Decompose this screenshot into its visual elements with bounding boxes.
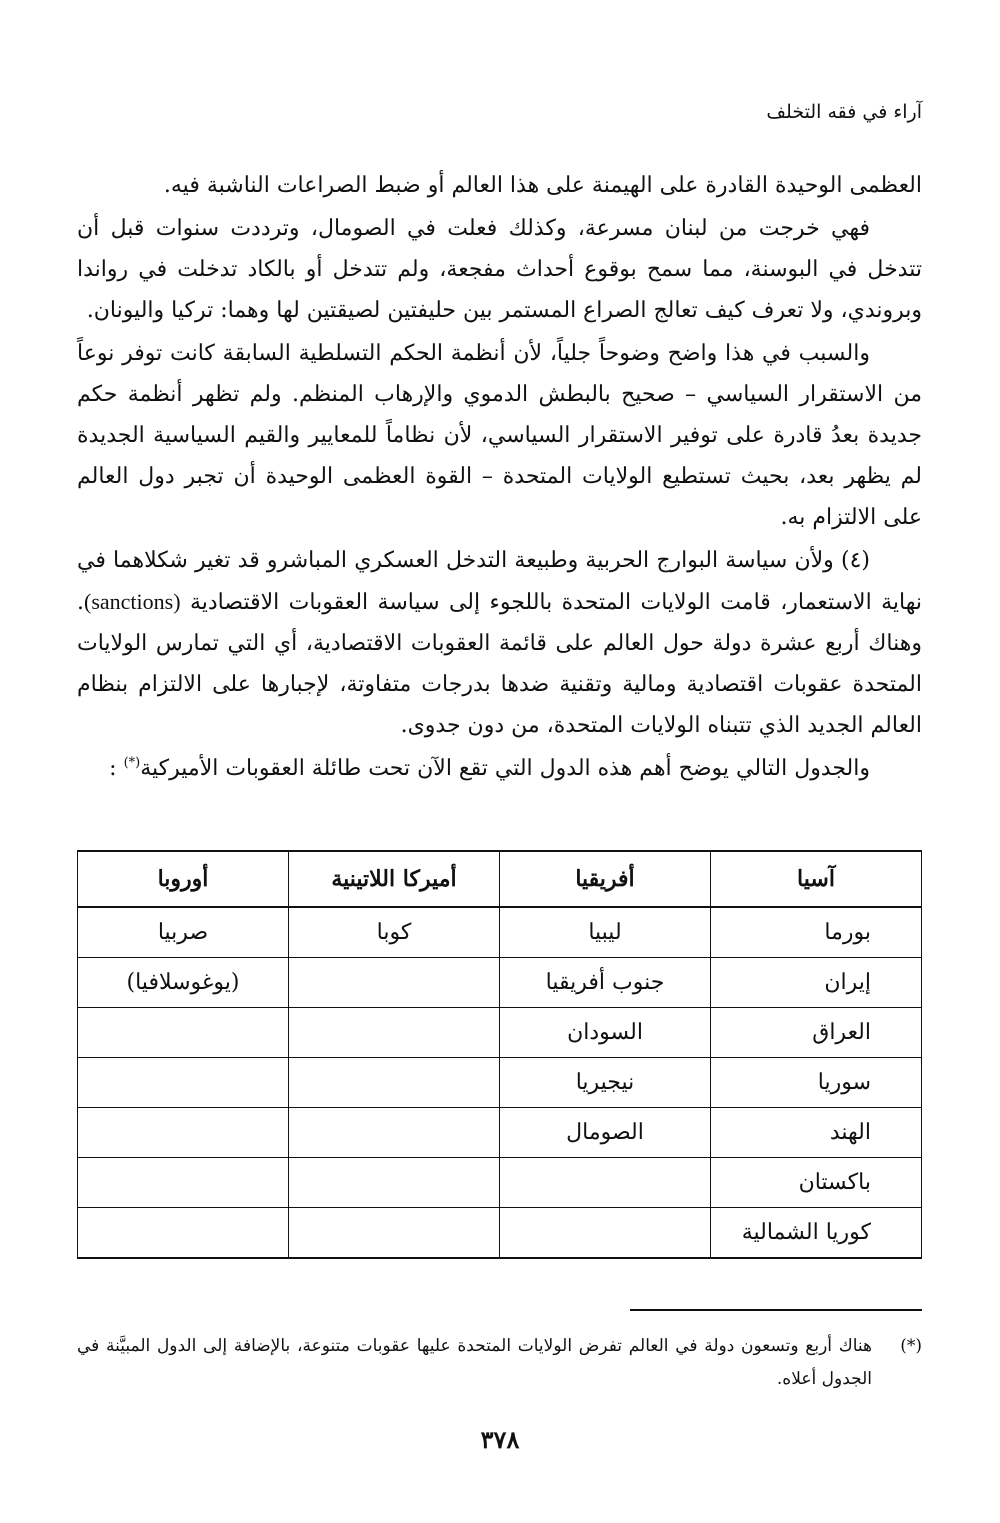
cell-latin-america: [289, 1158, 500, 1208]
cell-europe: (يوغوسلافيا): [78, 958, 289, 1008]
column-header-africa: أفريقيا: [500, 851, 711, 907]
column-header-europe: أوروبا: [78, 851, 289, 907]
body-text: [77, 165, 922, 791]
footnote-divider: [630, 1309, 922, 1311]
cell-latin-america: [289, 1008, 500, 1058]
page-number: ٣٧٨: [480, 1425, 520, 1454]
footnote-reference: (*): [123, 755, 141, 771]
paragraph-2: فهي خرجت من لبنان مسرعة، وكذلك فعلت في الصومال، وترددت سنوات قبل أن تتدخل في البوسنة، مما سمح بوقوع أحداث مفجعة، ولم تتدخل أو بالكاد تدخلت في رواندا وبروندي، ولا تعرف كيف تعالج الصراع المستمر بين حليفتين لصيقتين لها وهما: تركيا واليونان.: [77, 216, 922, 323]
cell-africa: الصومال: [500, 1108, 711, 1158]
cell-africa: [500, 1208, 711, 1259]
cell-asia: العراق: [711, 1008, 922, 1058]
sanctions-table: [77, 850, 922, 1259]
paragraph-1: العظمى الوحيدة القادرة على الهيمنة على هذا العالم أو ضبط الصراعات الناشبة فيه.: [163, 173, 922, 198]
sanctions-term: (sanctions): [84, 589, 181, 614]
cell-europe: [78, 1108, 289, 1158]
paragraph-4-part-2: . وهناك أربع عشرة دولة حول العالم على قائمة العقوبات الاقتصادية، أي التي تمارس الولايات المتحدة عقوبات اقتصادية ومالية وتقنية ضدها بدرجات متفاوتة، لإجبارها على الالتزام بنظام العالم الجديد الذي تتبناه الولايات المتحدة، من دون جدوى.: [77, 590, 922, 738]
paragraph-5: [77, 748, 922, 789]
cell-latin-america: [289, 958, 500, 1008]
cell-europe: صربيا: [78, 907, 289, 958]
cell-europe: [78, 1058, 289, 1108]
cell-latin-america: كوبا: [289, 907, 500, 958]
cell-asia: كوريا الشمالية: [711, 1208, 922, 1259]
cell-latin-america: [289, 1208, 500, 1259]
running-header: آراء في فقه التخلف: [766, 101, 922, 123]
table-header-row: [78, 851, 922, 907]
cell-latin-america: [289, 1058, 500, 1108]
cell-africa: [500, 1158, 711, 1208]
paragraph-4-part-1: (٤) ولأن سياسة البوارج الحربية وطبيعة التدخل العسكري المباشرو قد تغير شكلاهما في نهاية الاستعمار، قامت الولايات المتحدة باللجوء إلى سياسة العقوبات الاقتصادية: [77, 548, 922, 615]
cell-latin-america: [289, 1108, 500, 1158]
footnote-text: هناك أربع وتسعون دولة في العالم تفرض الولايات المتحدة عليها عقوبات متنوعة، بالإضافة إلى الدول المبيَّنة في الجدول أعلاه.: [77, 1336, 872, 1389]
cell-asia: بورما: [711, 907, 922, 958]
cell-asia: سوريا: [711, 1058, 922, 1108]
cell-europe: [78, 1158, 289, 1208]
cell-asia: الهند: [711, 1108, 922, 1158]
footnote-marker: (*): [900, 1336, 922, 1356]
cell-asia: باكستان: [711, 1158, 922, 1208]
cell-europe: [78, 1008, 289, 1058]
table-row: [78, 1008, 922, 1058]
column-header-asia: آسيا: [711, 851, 922, 907]
table-row: [78, 1158, 922, 1208]
cell-africa: جنوب أفريقيا: [500, 958, 711, 1008]
paragraph-3: والسبب في هذا واضح وضوحاً جلياً، لأن أنظمة الحكم التسلطية السابقة كانت توفر نوعاً من الاستقرار السياسي – صحيح بالبطش الدموي والإرهاب المنظم. ولم تظهر أنظمة حكم جديدة بعدُ قادرة على توفير الاستقرار السياسي، لأن نظاماً للمعايير والقيم السياسية الجديدة لم يظهر بعد، بحيث تستطيع الولايات المتحدة – القوة العظمى الوحيدة أن تجبر دول العالم على الالتزام به.: [77, 341, 922, 530]
footnote: [77, 1330, 922, 1396]
paragraph-5-text: والجدول التالي يوضح أهم هذه الدول التي تقع الآن تحت طائلة العقوبات الأميركية: [140, 756, 870, 781]
column-header-latin-america: أميركا اللاتينية: [289, 851, 500, 907]
cell-europe: [78, 1208, 289, 1259]
cell-africa: نيجيريا: [500, 1058, 711, 1108]
paragraph-5-end: :: [109, 756, 117, 781]
table-row: [78, 1058, 922, 1108]
paragraph-4: [77, 540, 922, 746]
cell-africa: السودان: [500, 1008, 711, 1058]
cell-africa: ليبيا: [500, 907, 711, 958]
table-row: [78, 1108, 922, 1158]
table-row: [78, 907, 922, 958]
table-row: [78, 958, 922, 1008]
table-row: [78, 1208, 922, 1259]
cell-asia: إيران: [711, 958, 922, 1008]
